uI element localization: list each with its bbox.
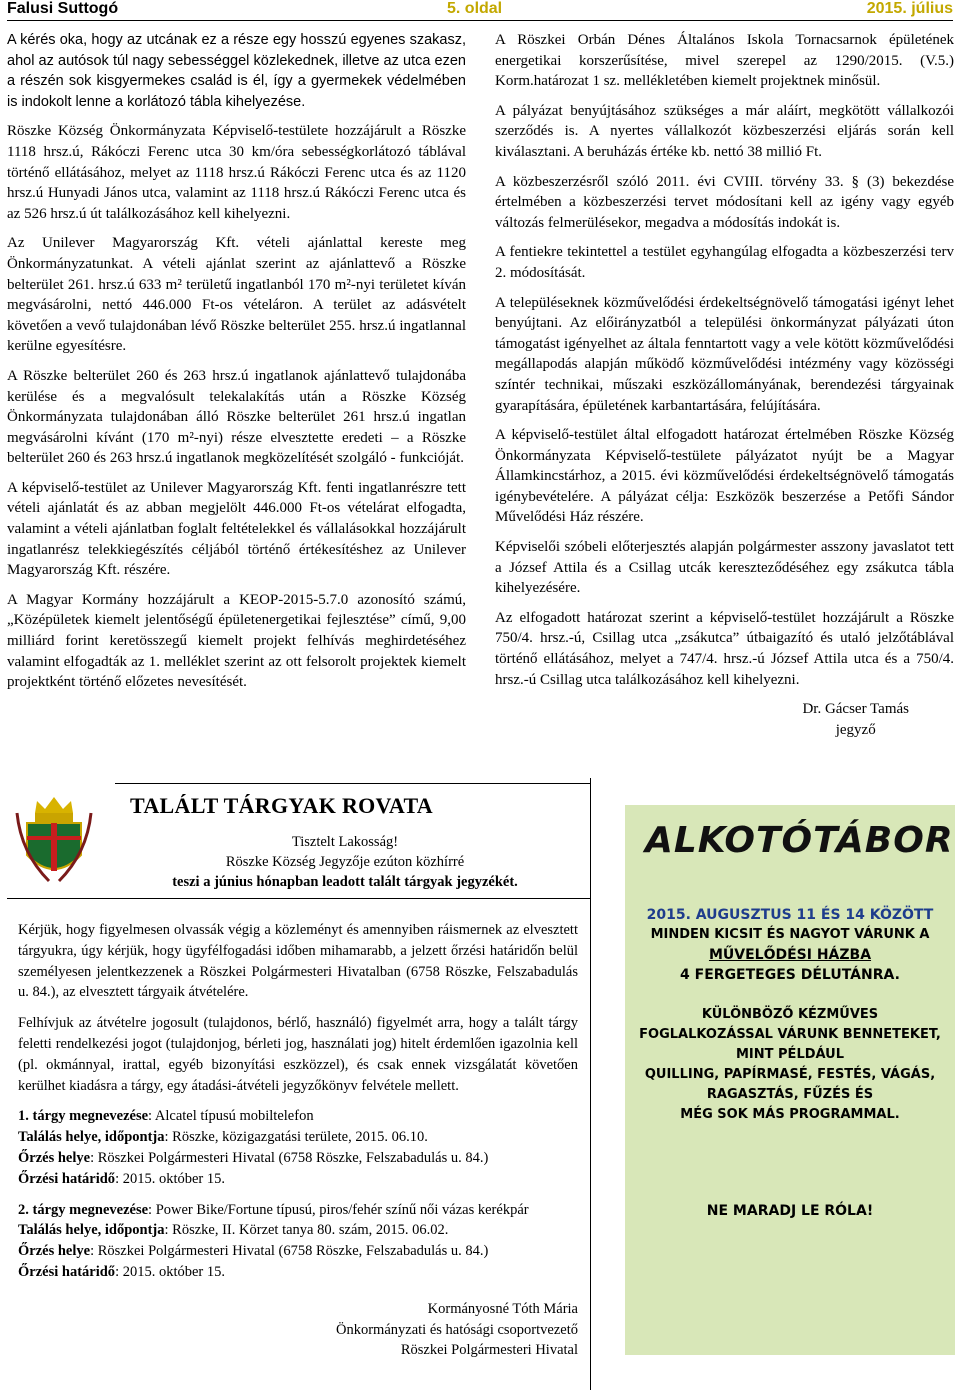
newspaper-title: Falusi Suttogó <box>7 0 119 17</box>
field-label: 2. tárgy megnevezése <box>18 1201 149 1218</box>
greeting: Tisztelt Lakosság! <box>291 834 399 850</box>
field-value: 2015. október 15. <box>122 1170 226 1187</box>
poster-line: 4 FERGETEGES DÉLUTÁNRA. <box>680 967 900 983</box>
found-item: 1. tárgy megnevezése: Alcatel típusú mobiltelefon Találás helye, időpontja: Röszke, közigazgatási területe, 2015. 06.10. Őrzés helye: Röszkei Polgármesteri Hivatal (6758 Röszke, Felszabadulás u. 84.) Őrzési határidő: 2015. október 15. <box>18 1108 489 1187</box>
paragraph: Képviselői szóbeli előterjesztés alapján polgármester asszony javaslatot tett a József Attila és a Csillag utcák kereszteződéséhez egy zsákutca tábla kihelyezésére. <box>495 539 954 597</box>
found-items-title: TALÁLT TÁRGYAK ROVATA <box>130 793 433 818</box>
page-number: 5. oldal <box>447 0 503 17</box>
left-column <box>7 30 466 702</box>
field-label: Találás helye, időpontja <box>18 1222 165 1239</box>
poster-title: ALKOTÓTÁBOR <box>645 820 954 861</box>
signature-name: Dr. Gácser Tamás <box>802 701 909 718</box>
field-label: Őrzési határidő <box>18 1170 116 1187</box>
section-divider <box>590 778 591 1390</box>
field-label: Őrzés helye <box>18 1149 91 1166</box>
poster-footer: NE MARADJ LE RÓLA! <box>706 1203 874 1219</box>
paragraph: A képviselő-testület az Unilever Magyarország Kft. fenti ingatlanrészre tett vételi ajánlatát és az abban megjelölt 446.000 Ft-os vételárat elfogadta, valamint a vételi ajánlatban foglalt feltételekkel és vállalásokkal hozzájárult ingatlanrész telekkiegészítés céljából történő értékesítéshez az Unilever Magyarország Kft. részére. <box>7 479 466 579</box>
found-items-body <box>18 920 578 1361</box>
intro-line: teszi a június hónapban leadott talált tárgyak jegyzékét. <box>172 874 518 890</box>
paragraph: A képviselő-testület által elfogadott határozat értelmében Röszke Község Önkormányzata Képviselő-testülete pályázatot nyújt be a Magyar Államkincstárhoz, a 2015. évi közművelődési érdekeltségnövelő támogatás igénybevételére. A pályázat célja: Eszközök beszerzése a Petőfi Sándor Művelődési Ház részére. <box>495 427 954 526</box>
paragraph: A pályázat benyújtásához szükséges a már aláírt, megkötött vállalkozói szerződés is. A nyertes vállalkozót közbeszerzési eljárás során kell kiválasztani. A beruházás értéke kb. nettó 38 millió Ft. <box>495 102 954 160</box>
signature-title: jegyző <box>835 721 876 738</box>
poster-line: KÜLÖNBÖZŐ KÉZMŰVES <box>701 1007 879 1022</box>
field-value: Röszke, II. Körzet tanya 80. szám, 2015. 06.02. <box>172 1222 449 1239</box>
found-items-signature <box>18 1299 578 1361</box>
right-column <box>495 30 954 740</box>
field-value: Röszkei Polgármesteri Hivatal (6758 Röszke, Felszabadulás u. 84.) <box>97 1243 489 1260</box>
found-items-intro <box>100 832 590 892</box>
paragraph: A Magyar Kormány hozzájárult a KEOP-2015-5.7.0 azonosító számú, „Középületek kiemelt jelentőségű épületenergetikai fejlesztése” című, 9,00 milliárd forint keretösszegű kiemelt projekt felhívás meghirdetéséhez valamint elfogadták az 1. melléklet szerint az ott felsorolt projektek kiemelt projektként történő előzetes nevesítését. <box>7 591 466 691</box>
poster-line: MÉG SOK MÁS PROGRAMMAL. <box>680 1107 900 1122</box>
signature-title: Önkormányzati és hatósági csoportvezető <box>336 1321 578 1338</box>
paragraph: A kérés oka, hogy az utcának ez a része egy hosszú egyenes szakasz, ahol az autósok túl nagy sebességgel közlekednek, illetve az utca ezen a részén sok kisgyermekes család is él, így a gyermekek védelmében is indokolt lenne a korlátozó tábla kihelyezése. <box>7 32 466 110</box>
signature-office: Röszkei Polgármesteri Hivatal <box>400 1342 578 1359</box>
notary-signature <box>802 699 954 740</box>
paragraph: Röszke Község Önkormányzata Képviselő-testülete hozzájárult a Röszke 1118 hrsz.ú, Rákóczi Ferenc utca 30 km/óra sebességkorlátozó táblával történő ellátásához, melyet az 1118 hrsz.ú Rákóczi Ferenc utca és az 1120 hrsz.ú Hunyadi János utca, valamint az 1118 hrsz.ú Rákóczi Ferenc utca és az 526 hrsz.ú út találkozásához kell kihelyezni. <box>7 123 466 222</box>
paragraph: Az elfogadott határozat szerint a képviselő-testület hozzájárult a Röszke 750/4. hrsz.-ú, Csillag utca „zsákutca” útbaigazító és utaló jelzőtáblával történő ellátásához, melyet a 747/4. hrsz.-ú József Attila utca és a 750/4. hrsz.-ú Csillag utca találkozásához kell kihelyezni. <box>495 609 954 688</box>
paragraph: Felhívjuk az átvételre jogosult (tulajdonos, bérlő, használó) figyelmét arra, hogy a talált tárgy feletti rendelkezési jogot (tulajdonjog, bérleti jog, használati jog) hitelt érdemlően igazolnia kell (pl. okmánnyal, irattal, egyéb bizonyítási eszközzel), és csak ennek vizsgálatát követően kerülhet kiadásra a tárgy, egy átadási-átvételi jegyzőkönyv felvétele mellett. <box>18 1015 578 1094</box>
poster-line: MINDEN KICSIT ÉS NAGYOT VÁRUNK A <box>650 927 930 942</box>
field-label: 1. tárgy megnevezése <box>18 1108 149 1125</box>
paragraph: A Röszke belterület 260 és 263 hrsz.ú ingatlanok ajánlattevő tulajdonába kerülése és a megvalósult telekalakítás után a Röszke Község Önkormányzata tulajdonában álló Röszke belterület 261 hrsz.ú ingatlan megvásárolni kívánt (170 m²-nyi) része elvesztette eredeti – a Röszke belterület 260 és 263 hrsz.ú ingatlanok megközelítését szolgáló - funkcióját. <box>7 367 466 467</box>
paragraph: A Röszkei Orbán Dénes Általános Iskola Tornacsarnok épületének energetikai korszerűsítése, mivel szerepel az 1290/2015. (V.5.) Korm.határozat 1 sz. mellékletében kiemelt projektnek minősül. <box>495 32 954 90</box>
field-value: Alcatel típusú mobiltelefon <box>154 1108 314 1125</box>
field-label: Őrzési határidő <box>18 1263 116 1280</box>
art-camp-poster <box>625 805 955 1355</box>
page-header <box>7 0 953 21</box>
field-label: Találás helye, időpontja <box>18 1129 165 1146</box>
field-value: Röszke, közigazgatási területe, 2015. 06.10. <box>172 1129 428 1146</box>
paragraph: A közbeszerzésről szóló 2011. évi CVIII. törvény 33. § (3) bekezdése értelmében a közbeszerzési tervet módosítani kell az igény vagy egyéb változás felmerülésekor, megadva a módosítás indokát is. <box>495 173 954 231</box>
signature-name: Kormányosné Tóth Mária <box>427 1300 578 1317</box>
poster-line: MŰVELŐDÉSI HÁZBA <box>708 947 872 963</box>
section-divider <box>7 898 590 899</box>
coat-of-arms-icon <box>15 783 93 887</box>
field-value: Röszkei Polgármesteri Hivatal (6758 Röszke, Felszabadulás u. 84.) <box>97 1149 489 1166</box>
field-label: Őrzés helye <box>18 1243 91 1260</box>
poster-line: FOGLALKOZÁSSAL VÁRUNK BENNETEKET, <box>639 1027 941 1042</box>
found-item: 2. tárgy megnevezése: Power Bike/Fortune típusú, piros/fehér színű női vázas kerékpár Találás helye, időpontja: Röszke, II. Körzet tanya 80. szám, 2015. 06.02. Őrzés helye: Röszkei Polgármesteri Hivatal (6758 Röszke, Felszabadulás u. 84.) Őrzési határidő: 2015. október 15. <box>18 1201 529 1280</box>
field-value: Power Bike/Fortune típusú, piros/fehér színű női vázas kerékpár <box>155 1201 529 1218</box>
field-value: 2015. október 15. <box>122 1263 226 1280</box>
poster-text <box>635 905 945 1145</box>
section-divider <box>115 783 590 784</box>
poster-date: 2015. AUGUSZTUS 11 ÉS 14 KÖZÖTT <box>646 907 934 923</box>
paragraph: A településeknek közművelődési érdekeltségnövelő támogatási igényt lehet benyújtani. Az előirányzatból a települési önkormányzat pályázati úton támogatást igényelhet az általa fenntartott vagy a vele kötött közművelődési megállapodás alapján működő közművelődési intézmény vagy közösségi színtér technikai, műszaki eszközállományának, berendezési tárgyainak gyarapítására, épületének karbantartására, felújítására. <box>495 294 954 414</box>
poster-line: MINT PÉLDÁUL <box>735 1047 845 1062</box>
poster-line: QUILLING, PAPÍRMASÉ, FESTÉS, VÁGÁS, <box>644 1067 936 1082</box>
paragraph: Az Unilever Magyarország Kft. vételi ajánlattal kereste meg Önkormányzatunkat. A vételi ajánlat szerint az ajánlattevő a Röszke belterület 261. hrsz.ú 633 m² területű ingatlanból 170 m²-nyi területet kíván megvásárolni, nettó 446.000 Ft-os vételáron. A terület az adásvételt követően a vevő tulajdonában lévő Röszke belterület 255. hrsz.ú ingatlannal kerülne egyesítésre. <box>7 235 466 355</box>
issue-date: 2015. július <box>866 0 953 17</box>
paragraph: A fentiekre tekintettel a testület egyhangúlag elfogadta a közbeszerzési terv 2. módosítását. <box>495 244 954 281</box>
poster-line: RAGASZTÁS, FŰZÉS ÉS <box>706 1087 874 1102</box>
intro-line: Röszke Község Jegyzője ezúton közhírré <box>225 854 465 870</box>
paragraph: Kérjük, hogy figyelmesen olvassák végig a közleményt és amennyiben ráismernek az elvesztett tárgyukra, úgy kérjük, hogy ügyfélfogadási időben mihamarabb, a jelzett őrzési határidőn belül személyesen jelentkezzenek a Röszkei Polgármesteri Hivatalban (6758 Röszke, Felszabadulás u. 84.), az elvesztett tárgyaik átvételére. <box>18 922 578 1001</box>
